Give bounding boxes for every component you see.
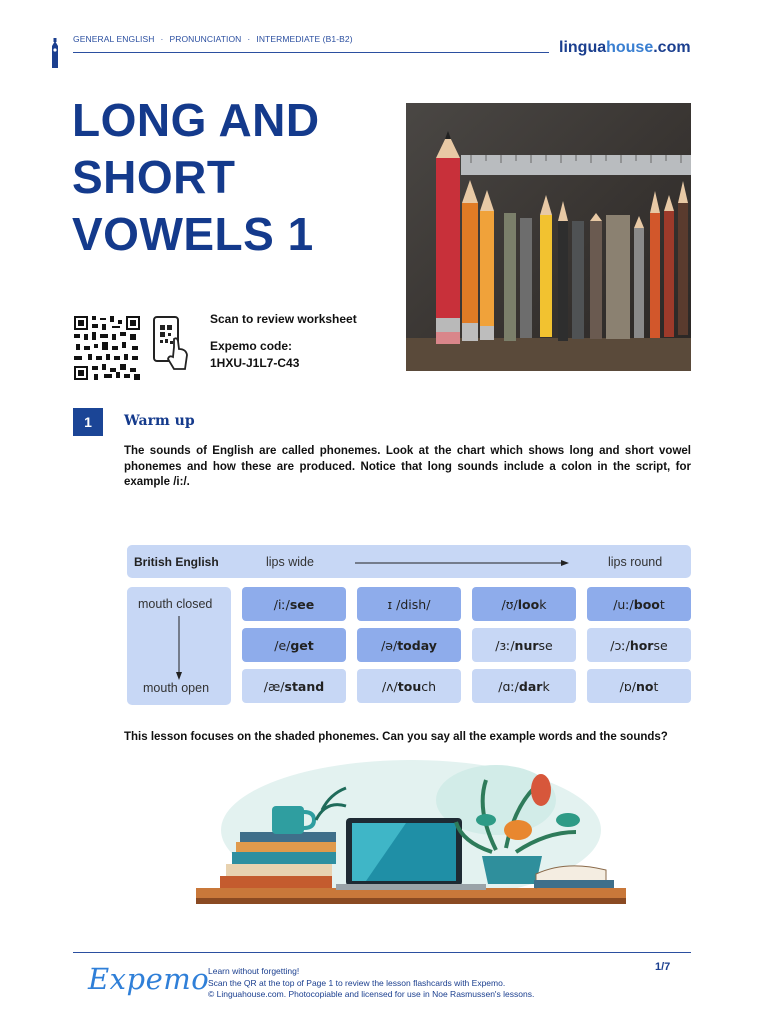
section-title: Warm up <box>124 413 195 429</box>
mouth-open-label: mouth open <box>143 681 210 695</box>
lips-wide-label: lips wide <box>266 555 314 569</box>
pencils-photo <box>406 103 691 371</box>
expemo-code-label: Expemo code: <box>210 339 293 353</box>
phoneme-cell <box>472 669 576 703</box>
example-word-part: get <box>290 637 314 653</box>
desk-laptop-books-plants-illustration <box>196 760 626 916</box>
phoneme-symbol: /ɜː/ <box>495 637 515 653</box>
example-word-part: k <box>539 596 547 612</box>
right-arrow-icon <box>355 558 569 568</box>
example-word-part: see <box>289 596 315 612</box>
page-number: 1/7 <box>655 961 671 973</box>
example-word-part: ch <box>421 678 437 694</box>
phoneme-cell <box>472 587 576 621</box>
example-word-part: ur <box>523 637 539 653</box>
example-word-part: n <box>514 637 524 653</box>
title-line: VOWELS 1 <box>72 208 314 260</box>
phoneme-symbol: ɪ /dish/ <box>387 596 431 612</box>
phoneme-symbol: /ɒ/ <box>619 678 636 694</box>
phoneme-cell <box>587 669 691 703</box>
breadcrumb-level[interactable]: INTERMEDIATE (B1-B2) <box>256 34 353 44</box>
example-word-part: b <box>633 596 643 612</box>
phoneme-symbol: /ɑː/ <box>498 678 519 694</box>
phoneme-cell <box>357 587 461 621</box>
footer-divider <box>73 952 691 953</box>
qr-code[interactable] <box>74 316 140 380</box>
example-word-part: ar <box>527 678 543 694</box>
breadcrumb-general-english[interactable]: GENERAL ENGLISH <box>73 34 155 44</box>
section-number: 1 <box>73 408 103 436</box>
down-arrow-icon <box>174 616 184 680</box>
example-word-part: l <box>517 596 522 612</box>
example-word-part: day <box>411 637 437 653</box>
phoneme-cell <box>587 628 691 662</box>
phoneme-symbol: /e/ <box>274 637 291 653</box>
phoneme-symbol: /ʌ/ <box>381 678 398 694</box>
title-line: SHORT <box>72 151 236 203</box>
example-word-part: t <box>397 678 404 694</box>
phoneme-symbol: /ʊ/ <box>501 596 518 612</box>
example-word-part: oo <box>522 596 540 612</box>
example-word-part: k <box>542 678 550 694</box>
phoneme-symbol: /ɔː/ <box>610 637 630 653</box>
example-word-part: o <box>644 678 654 694</box>
example-word-part: h <box>629 637 639 653</box>
phoneme-symbol: /ə/ <box>381 637 398 653</box>
phoneme-cell <box>587 587 691 621</box>
lips-round-label: lips round <box>608 555 663 569</box>
phoneme-symbol: /æ/ <box>263 678 285 694</box>
footer-tagline: Learn without forgetting! <box>208 966 300 976</box>
phoneme-cell <box>242 628 346 662</box>
example-word-part: to <box>397 637 412 653</box>
footer-text <box>208 966 534 1001</box>
example-word-part: t <box>653 678 659 694</box>
example-word-part: t <box>659 596 665 612</box>
phoneme-cell <box>472 628 576 662</box>
header-divider <box>73 52 549 53</box>
chart-title: British English <box>134 555 219 569</box>
scan-caption: Scan to review worksheet <box>210 312 357 326</box>
phoneme-symbol: /iː/ <box>273 596 290 612</box>
intro-paragraph: The sounds of English are called phonemes. Look at the chart which shows long and short vowel phonemes and how these are produced. Notice that long sounds include a colon in the script, for example /i:/. <box>124 445 691 488</box>
example-word-part: stand <box>284 678 325 694</box>
title-line: LONG AND <box>72 94 320 146</box>
big-ben-tower-icon <box>50 38 60 68</box>
phoneme-cell <box>242 587 346 621</box>
page-title <box>72 92 392 263</box>
expemo-code: 1HXU-J1L7-C43 <box>210 356 300 370</box>
example-word-part: d <box>518 678 528 694</box>
mouth-closed-label: mouth closed <box>138 597 213 611</box>
example-word-part: or <box>638 637 654 653</box>
example-word-part: n <box>635 678 645 694</box>
example-word-part: ou <box>403 678 422 694</box>
breadcrumb: GENERAL ENGLISH · PRONUNCIATION · INTERMEDIATE (B1-B2) <box>73 34 353 44</box>
phoneme-cell <box>242 669 346 703</box>
footer-copyright: © Linguahouse.com. Photocopiable and licensed for use in Noe Rasmussen's lessons. <box>208 989 535 999</box>
footer-instruction: Scan the QR at the top of Page 1 to review the lesson flashcards with Expemo. <box>208 977 506 988</box>
focus-instruction: This lesson focuses on the shaded phonemes. Can you say all the example words and the sounds? <box>124 731 668 743</box>
phoneme-symbol: /uː/ <box>613 596 634 612</box>
example-word-part: se <box>653 637 668 653</box>
phone-scan-icon <box>152 315 190 371</box>
linguahouse-logo[interactable]: linguahouse.com <box>559 39 691 56</box>
phoneme-cell <box>357 669 461 703</box>
example-word-part: oo <box>642 596 660 612</box>
breadcrumb-pronunciation[interactable]: PRONUNCIATION <box>169 34 242 44</box>
scan-info <box>210 311 357 372</box>
expemo-logo[interactable]: Expemo <box>88 962 210 996</box>
example-word-part: se <box>538 637 553 653</box>
phoneme-cell <box>357 628 461 662</box>
